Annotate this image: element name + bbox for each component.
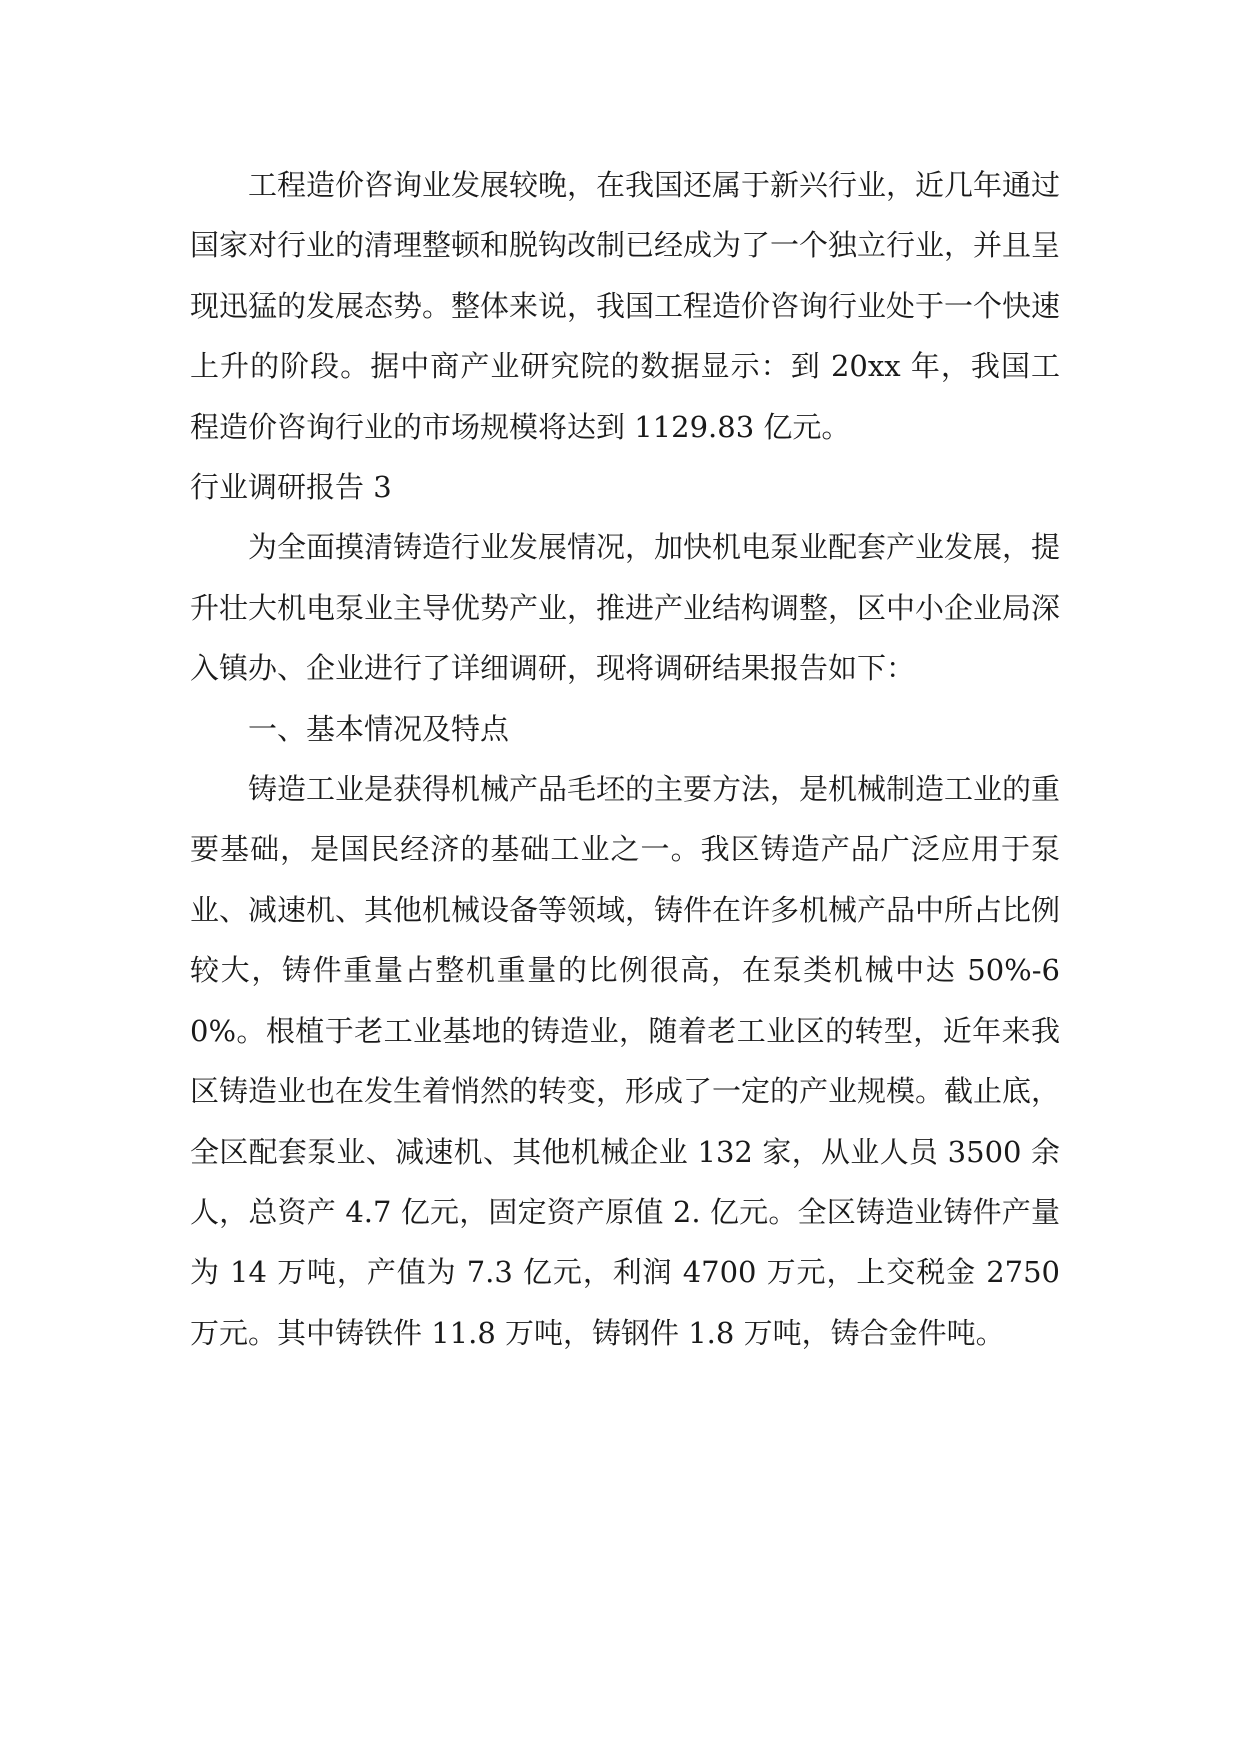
document-body [190, 155, 1060, 1363]
paragraph-foundry-overview: 铸造工业是获得机械产品毛坯的主要方法，是机械制造工业的重要基础，是国民经济的基础工业之一。我区铸造产品广泛应用于泵业、减速机、其他机械设备等领域，铸件在许多机械产品中所占比例较大，铸件重量占整机重量的比例很高，在泵类机械中达 50%-60%。根植于老工业基地的铸造业，随着老工业区的转型，近年来我区铸造业也在发生着悄然的转变，形成了一定的产业规模。截止底，全区配套泵业、减速机、其他机械企业 132 家，从业人员 3500 余人，总资产 4.7 亿元，固定资产原值 2. 亿元。全区铸造业铸件产量为 14 万吨，产值为 7.3 亿元，利润 4700 万元，上交税金 2750 万元。其中铸铁件 11.8 万吨，铸钢件 1.8 万吨，铸合金件吨。 [190, 772, 1061, 1350]
paragraph-intro: 工程造价咨询业发展较晚，在我国还属于新兴行业，近几年通过国家对行业的清理整顿和脱钩改制已经成为了一个独立行业，并且呈现迅猛的发展态势。整体来说，我国工程造价咨询行业处于一个快速上升的阶段。据中商产业研究院的数据显示：到 20xx 年，我国工程造价咨询行业的市场规模将达到 1129.83 亿元。 [190, 168, 1061, 444]
paragraph-purpose: 为全面摸清铸造行业发展情况，加快机电泵业配套产业发展，提升壮大机电泵业主导优势产业，推进产业结构调整，区中小企业局深入镇办、企业进行了详细调研，现将调研结果报告如下： [190, 530, 1061, 686]
section-heading: 行业调研报告 3 [190, 470, 392, 505]
subheading-basic-situation: 一、基本情况及特点 [248, 711, 510, 746]
